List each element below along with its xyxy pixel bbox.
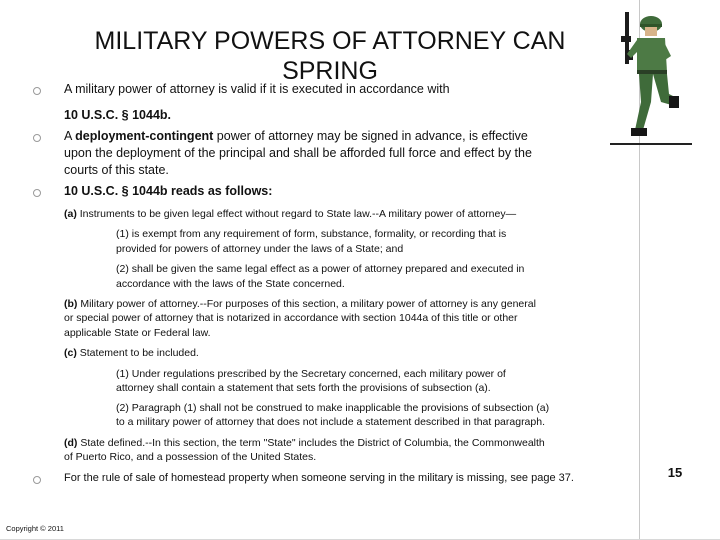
statute-c-text: Statement to be included.: [76, 347, 199, 359]
statute-a2-line-2: accordance with the laws of the State concerned.: [116, 278, 345, 290]
statute-c2-line-2: to a military power of attorney that does not include a statement described in that paragraph.: [116, 416, 545, 428]
statute-d-line-2: of Puerto Rico, and a possession of the United States.: [64, 451, 317, 463]
statute-c2-line-1: (2) Paragraph (1) shall not be construed to make inapplicable the provisions of subsection (a): [116, 402, 550, 414]
bullet-3-text: 10 U.S.C. § 1044b reads as follows:: [64, 184, 273, 198]
statute-a-label: (a): [64, 208, 77, 220]
statute-d-label: (d): [64, 437, 78, 449]
statute-b-label: (b): [64, 298, 78, 310]
bullet-marker: [33, 189, 41, 197]
bullet-2-line-1: [64, 128, 528, 145]
last-bullet-text: For the rule of sale of homestead property when someone serving in the military is missing, see page 37.: [64, 472, 574, 484]
statute-c: [64, 346, 199, 361]
statute-c1-line-2: attorney shall contain a statement that sets forth the provisions of subsection (a).: [116, 382, 491, 394]
bullet-2-rest: power of attorney may be signed in advance, is effective: [213, 129, 528, 143]
statute-c-label: (c): [64, 347, 77, 359]
statute-a-text: Instruments to be given legal effect without regard to State law.--A military power of attorney—: [76, 208, 517, 220]
bullet-2-line-3: courts of this state.: [64, 163, 169, 177]
soldier-icon: [607, 10, 684, 143]
statute-a1-line-2: provided for powers of attorney under the laws of a State; and: [116, 243, 404, 255]
statute-a2-line-1: (2) shall be given the same legal effect as a power of attorney prepared and executed in: [116, 263, 525, 275]
bullet-marker: [33, 476, 41, 484]
statute-b-line-1: [64, 297, 536, 312]
copyright-notice: Copyright © 2011: [6, 524, 64, 533]
bullet-marker: [33, 87, 41, 95]
bullet-2-bold-term: deployment-contingent: [75, 129, 214, 143]
soldier-ground-line: [610, 143, 692, 145]
statute-a1-line-1: (1) is exempt from any requirement of form, substance, formality, or recording that is: [116, 228, 507, 240]
page-number: 15: [667, 465, 683, 480]
bullet-marker: [33, 134, 41, 142]
statute-d-text: State defined.--In this section, the term "State" includes the District of Columbia, the Commonwealth: [77, 437, 545, 449]
statute-a: [64, 207, 516, 222]
statute-d-line-1: [64, 436, 545, 451]
bullet-1-line-2: 10 U.S.C. § 1044b.: [64, 108, 172, 122]
statute-b-line-2: or special power of attorney that is notarized in accordance with section 1044a of this title or other: [64, 312, 518, 324]
bullet-1-line-1: A military power of attorney is valid if it is executed in accordance with: [64, 82, 450, 96]
statute-b-line-3: applicable State or Federal law.: [64, 327, 211, 339]
slide-title: MILITARY POWERS OF ATTORNEY CAN SPRING: [94, 27, 566, 85]
bullet-2-prefix: A: [64, 129, 76, 143]
bullet-2-line-2: upon the deployment of the principal and shall be afforded full force and effect by the: [64, 146, 532, 160]
statute-b-text: Military power of attorney.--For purposes of this section, a military power of attorney is any general: [77, 298, 536, 310]
statute-c1-line-1: (1) Under regulations prescribed by the Secretary concerned, each military power of: [116, 368, 506, 380]
